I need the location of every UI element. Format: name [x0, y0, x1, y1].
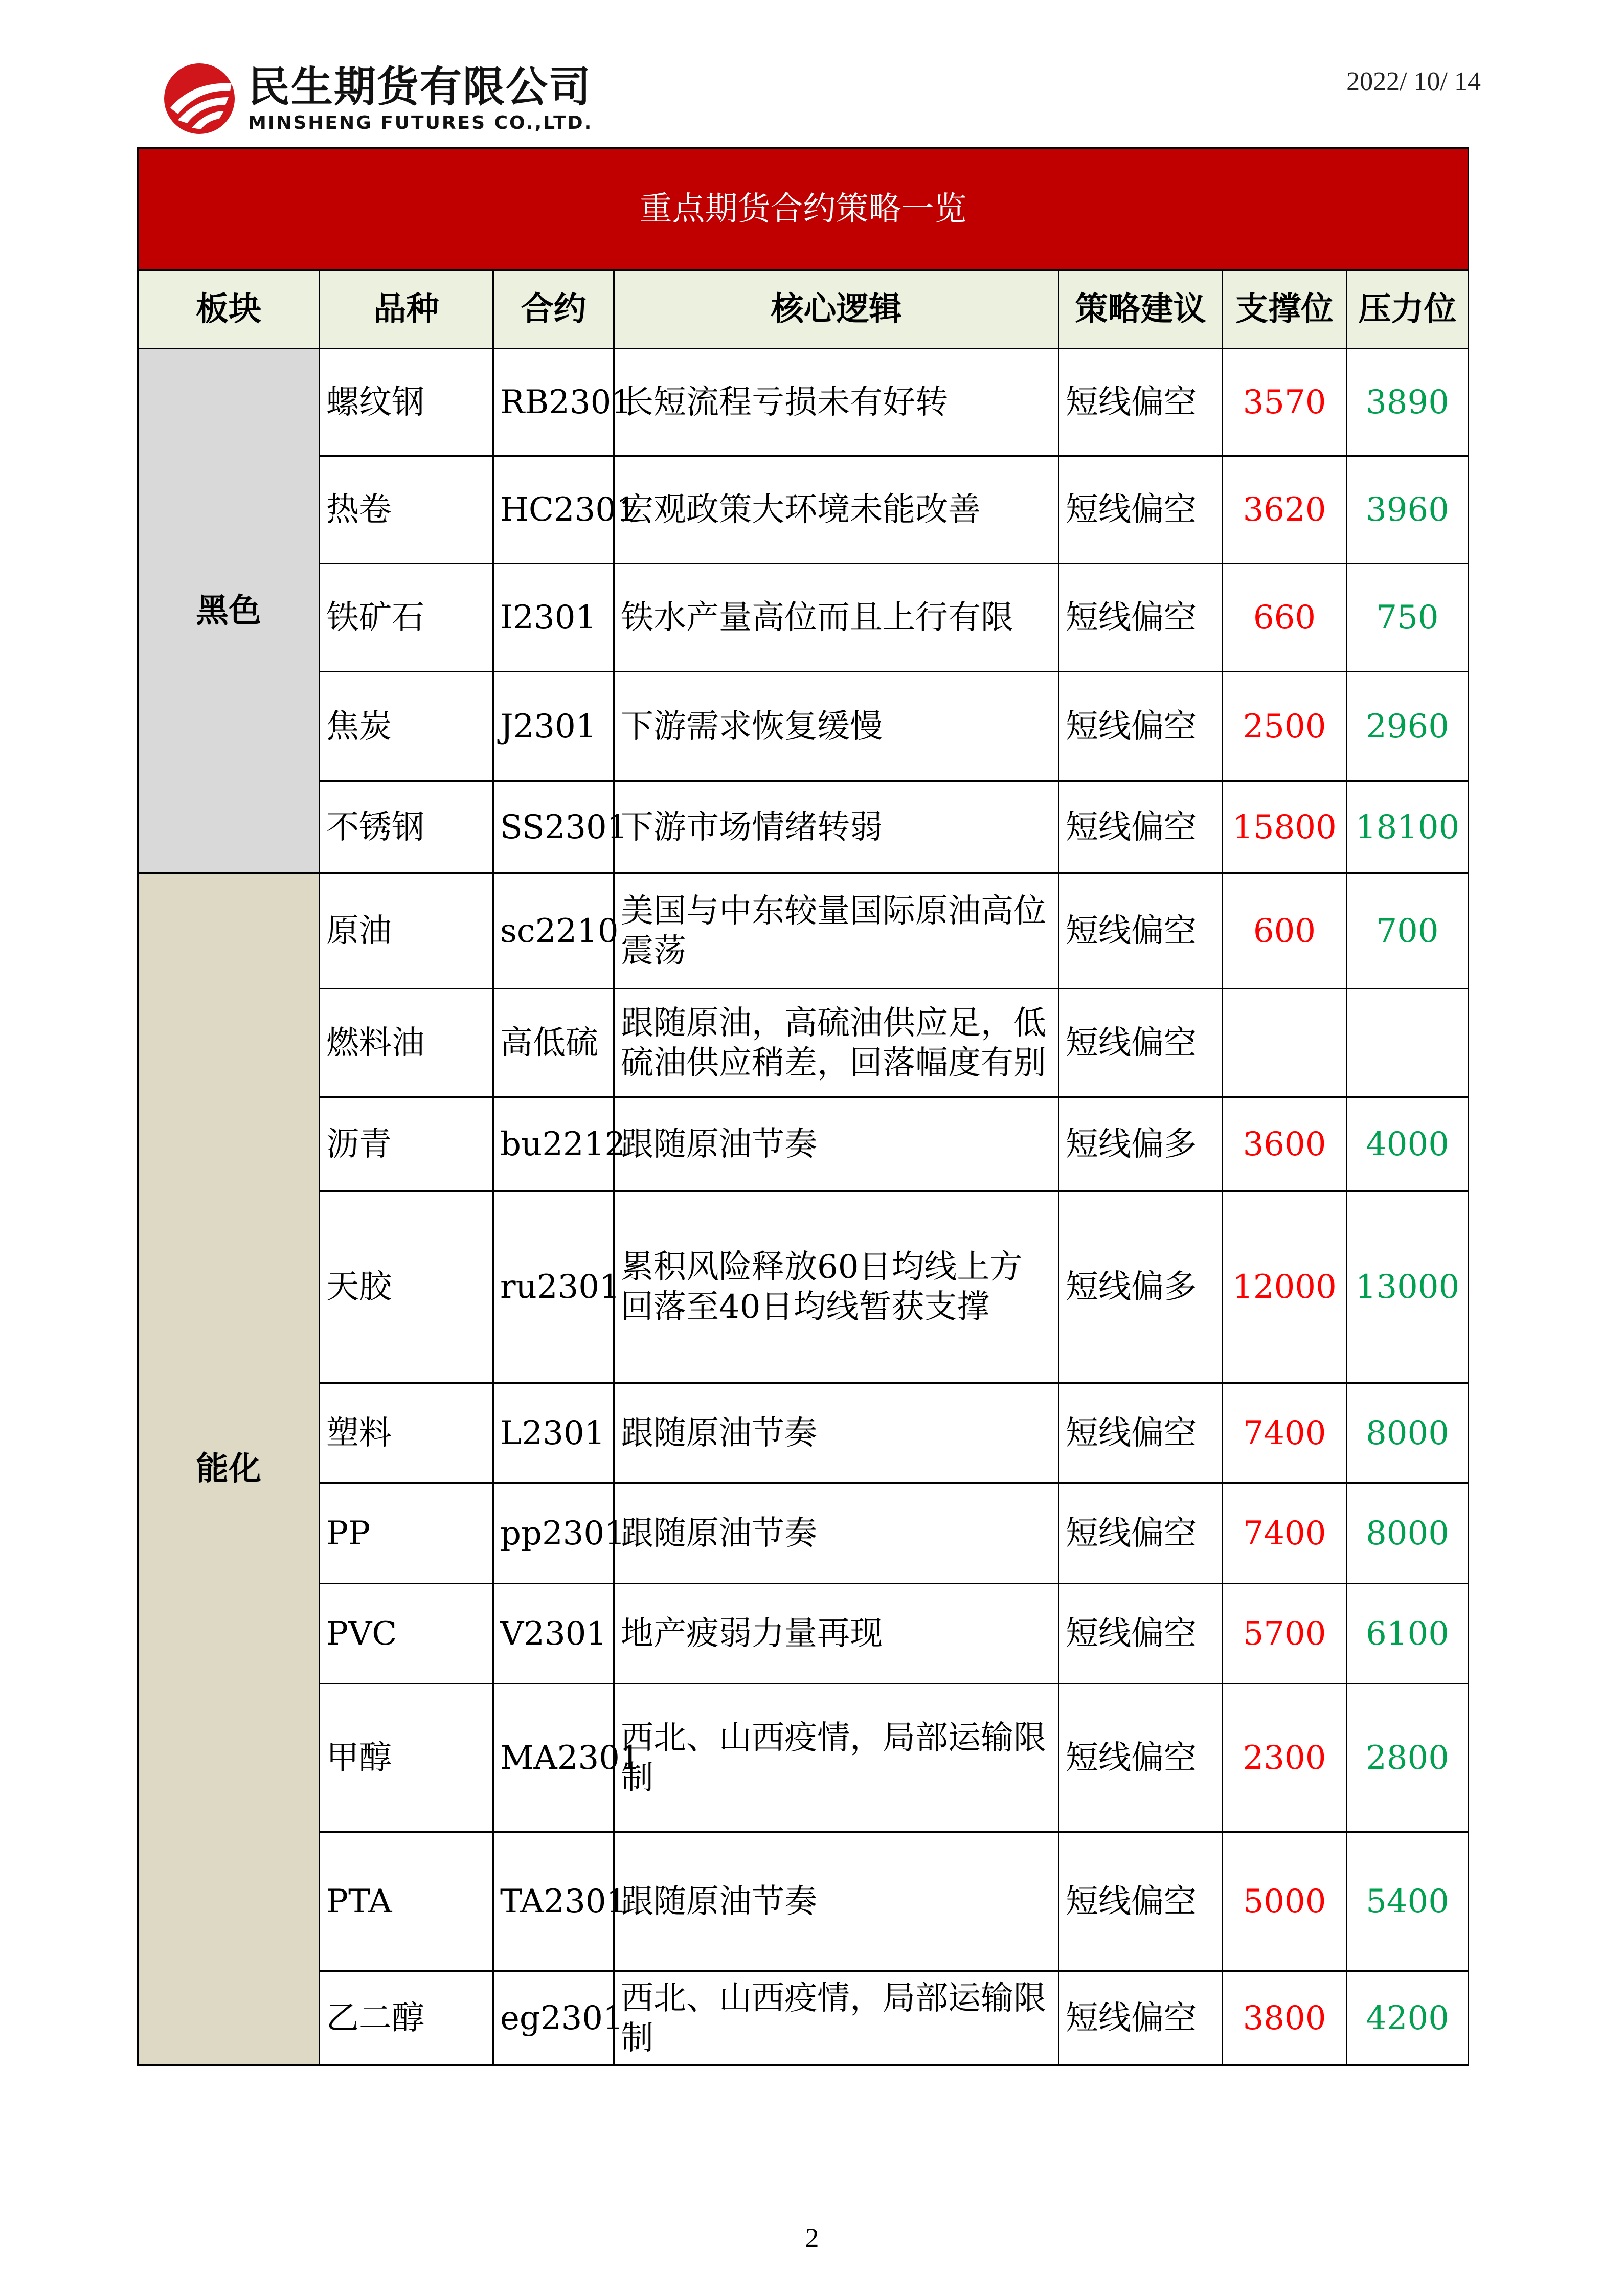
- strategy-table: [137, 147, 1469, 2066]
- table-row: [138, 1971, 1469, 2065]
- variety-cell: 天胶: [320, 1191, 493, 1383]
- core-logic-cell: 西北、山西疫情，局部运输限制: [614, 1971, 1059, 2065]
- core-logic-cell: 铁水产量高位而且上行有限: [614, 564, 1059, 672]
- contract-cell: SS2301: [493, 781, 614, 873]
- pressure-level-cell: 3960: [1347, 456, 1469, 564]
- table-row: [138, 1383, 1469, 1483]
- column-header-strategy: 策略建议: [1059, 271, 1223, 349]
- core-logic-cell: 跟随原油节奏: [614, 1832, 1059, 1971]
- strategy-cell: 短线偏空: [1059, 1832, 1223, 1971]
- support-level-cell: 7400: [1223, 1383, 1347, 1483]
- strategy-cell: 短线偏空: [1059, 1684, 1223, 1832]
- core-logic-cell: 跟随原油，高硫油供应足，低硫油供应稍差，回落幅度有别: [614, 989, 1059, 1097]
- support-level-cell: 15800: [1223, 781, 1347, 873]
- strategy-cell: 短线偏空: [1059, 349, 1223, 456]
- variety-cell: PP: [320, 1483, 493, 1584]
- table-row: [138, 781, 1469, 873]
- contract-cell: 高低硫: [493, 989, 614, 1097]
- company-logo: [161, 60, 593, 137]
- table-row: [138, 1684, 1469, 1832]
- table-row: [138, 349, 1469, 456]
- minsheng-logo-icon: [161, 60, 238, 137]
- variety-cell: 不锈钢: [320, 781, 493, 873]
- contract-cell: RB2301: [493, 349, 614, 456]
- support-level-cell: 2300: [1223, 1684, 1347, 1832]
- pressure-level-cell: 3890: [1347, 349, 1469, 456]
- variety-cell: 焦炭: [320, 672, 493, 781]
- table-row: [138, 873, 1469, 989]
- support-level-cell: 3800: [1223, 1971, 1347, 2065]
- variety-cell: 原油: [320, 873, 493, 989]
- variety-cell: 螺纹钢: [320, 349, 493, 456]
- strategy-cell: 短线偏空: [1059, 989, 1223, 1097]
- table-row: [138, 989, 1469, 1097]
- pressure-level-cell: 13000: [1347, 1191, 1469, 1383]
- variety-cell: 沥青: [320, 1097, 493, 1191]
- core-logic-cell: 宏观政策大环境未能改善: [614, 456, 1059, 564]
- variety-cell: 热卷: [320, 456, 493, 564]
- pressure-level-cell: 2960: [1347, 672, 1469, 781]
- contract-cell: L2301: [493, 1383, 614, 1483]
- table-row: [138, 1191, 1469, 1383]
- variety-cell: 铁矿石: [320, 564, 493, 672]
- report-date: 2022/ 10/ 14: [1346, 67, 1481, 96]
- pressure-level-cell: 8000: [1347, 1483, 1469, 1584]
- sector-cell: 能化: [138, 873, 320, 2065]
- variety-cell: 甲醇: [320, 1684, 493, 1832]
- support-level-cell: 7400: [1223, 1483, 1347, 1584]
- support-level-cell: 600: [1223, 873, 1347, 989]
- core-logic-cell: 美国与中东较量国际原油高位震荡: [614, 873, 1059, 989]
- pressure-level-cell: 8000: [1347, 1383, 1469, 1483]
- contract-cell: pp2301: [493, 1483, 614, 1584]
- table-row: [138, 456, 1469, 564]
- support-level-cell: 660: [1223, 564, 1347, 672]
- core-logic-cell: 累积风险释放60日均线上方回落至40日均线暂获支撑: [614, 1191, 1059, 1383]
- strategy-cell: 短线偏空: [1059, 1584, 1223, 1684]
- strategy-cell: 短线偏空: [1059, 456, 1223, 564]
- column-header-contract: 合约: [493, 271, 614, 349]
- pressure-level-cell: 18100: [1347, 781, 1469, 873]
- support-level-cell: 5700: [1223, 1584, 1347, 1684]
- strategy-cell: 短线偏空: [1059, 1483, 1223, 1584]
- core-logic-cell: 下游市场情绪转弱: [614, 781, 1059, 873]
- core-logic-cell: 西北、山西疫情，局部运输限制: [614, 1684, 1059, 1832]
- page-number: 2: [805, 2222, 819, 2253]
- strategy-cell: 短线偏多: [1059, 1191, 1223, 1383]
- contract-cell: eg2301: [493, 1971, 614, 2065]
- pressure-level-cell: 5400: [1347, 1832, 1469, 1971]
- support-level-cell: 3570: [1223, 349, 1347, 456]
- column-header-pressure: 压力位: [1347, 271, 1469, 349]
- contract-cell: I2301: [493, 564, 614, 672]
- table-title-row: [138, 148, 1469, 271]
- pressure-level-cell: [1347, 989, 1469, 1097]
- strategy-cell: 短线偏空: [1059, 564, 1223, 672]
- core-logic-cell: 跟随原油节奏: [614, 1097, 1059, 1191]
- column-header-core-logic: 核心逻辑: [614, 271, 1059, 349]
- contract-cell: bu2212: [493, 1097, 614, 1191]
- contract-cell: sc2210: [493, 873, 614, 989]
- company-name-cn: 民生期货有限公司: [248, 63, 592, 111]
- core-logic-cell: 跟随原油节奏: [614, 1483, 1059, 1584]
- contract-cell: J2301: [493, 672, 614, 781]
- core-logic-cell: 长短流程亏损未有好转: [614, 349, 1059, 456]
- support-level-cell: [1223, 989, 1347, 1097]
- table-row: [138, 1832, 1469, 1971]
- column-header-sector: 板块: [138, 271, 320, 349]
- strategy-cell: 短线偏空: [1059, 672, 1223, 781]
- contract-cell: ru2301: [493, 1191, 614, 1383]
- variety-cell: 燃料油: [320, 989, 493, 1097]
- strategy-cell: 短线偏空: [1059, 1383, 1223, 1483]
- support-level-cell: 2500: [1223, 672, 1347, 781]
- strategy-cell: 短线偏空: [1059, 873, 1223, 989]
- strategy-cell: 短线偏空: [1059, 781, 1223, 873]
- company-name-en: MINSHENG FUTURES CO.,LTD.: [248, 112, 593, 133]
- variety-cell: PTA: [320, 1832, 493, 1971]
- pressure-level-cell: 700: [1347, 873, 1469, 989]
- core-logic-cell: 跟随原油节奏: [614, 1383, 1059, 1483]
- support-level-cell: 3600: [1223, 1097, 1347, 1191]
- column-header-support: 支撑位: [1223, 271, 1347, 349]
- strategy-cell: 短线偏多: [1059, 1097, 1223, 1191]
- variety-cell: 塑料: [320, 1383, 493, 1483]
- contract-cell: TA2301: [493, 1832, 614, 1971]
- table-row: [138, 564, 1469, 672]
- contract-cell: MA2301: [493, 1684, 614, 1832]
- table-row: [138, 1097, 1469, 1191]
- table-row: [138, 672, 1469, 781]
- table-title: 重点期货合约策略一览: [138, 148, 1469, 271]
- pressure-level-cell: 2800: [1347, 1684, 1469, 1832]
- support-level-cell: 12000: [1223, 1191, 1347, 1383]
- pressure-level-cell: 6100: [1347, 1584, 1469, 1684]
- core-logic-cell: 地产疲弱力量再现: [614, 1584, 1059, 1684]
- support-level-cell: 5000: [1223, 1832, 1347, 1971]
- strategy-cell: 短线偏空: [1059, 1971, 1223, 2065]
- table-header-row: [138, 271, 1469, 349]
- pressure-level-cell: 4200: [1347, 1971, 1469, 2065]
- support-level-cell: 3620: [1223, 456, 1347, 564]
- sector-cell: 黑色: [138, 349, 320, 873]
- table-row: [138, 1584, 1469, 1684]
- pressure-level-cell: 750: [1347, 564, 1469, 672]
- contract-cell: HC2301: [493, 456, 614, 564]
- core-logic-cell: 下游需求恢复缓慢: [614, 672, 1059, 781]
- column-header-variety: 品种: [320, 271, 493, 349]
- contract-cell: V2301: [493, 1584, 614, 1684]
- table-row: [138, 1483, 1469, 1584]
- variety-cell: 乙二醇: [320, 1971, 493, 2065]
- pressure-level-cell: 4000: [1347, 1097, 1469, 1191]
- variety-cell: PVC: [320, 1584, 493, 1684]
